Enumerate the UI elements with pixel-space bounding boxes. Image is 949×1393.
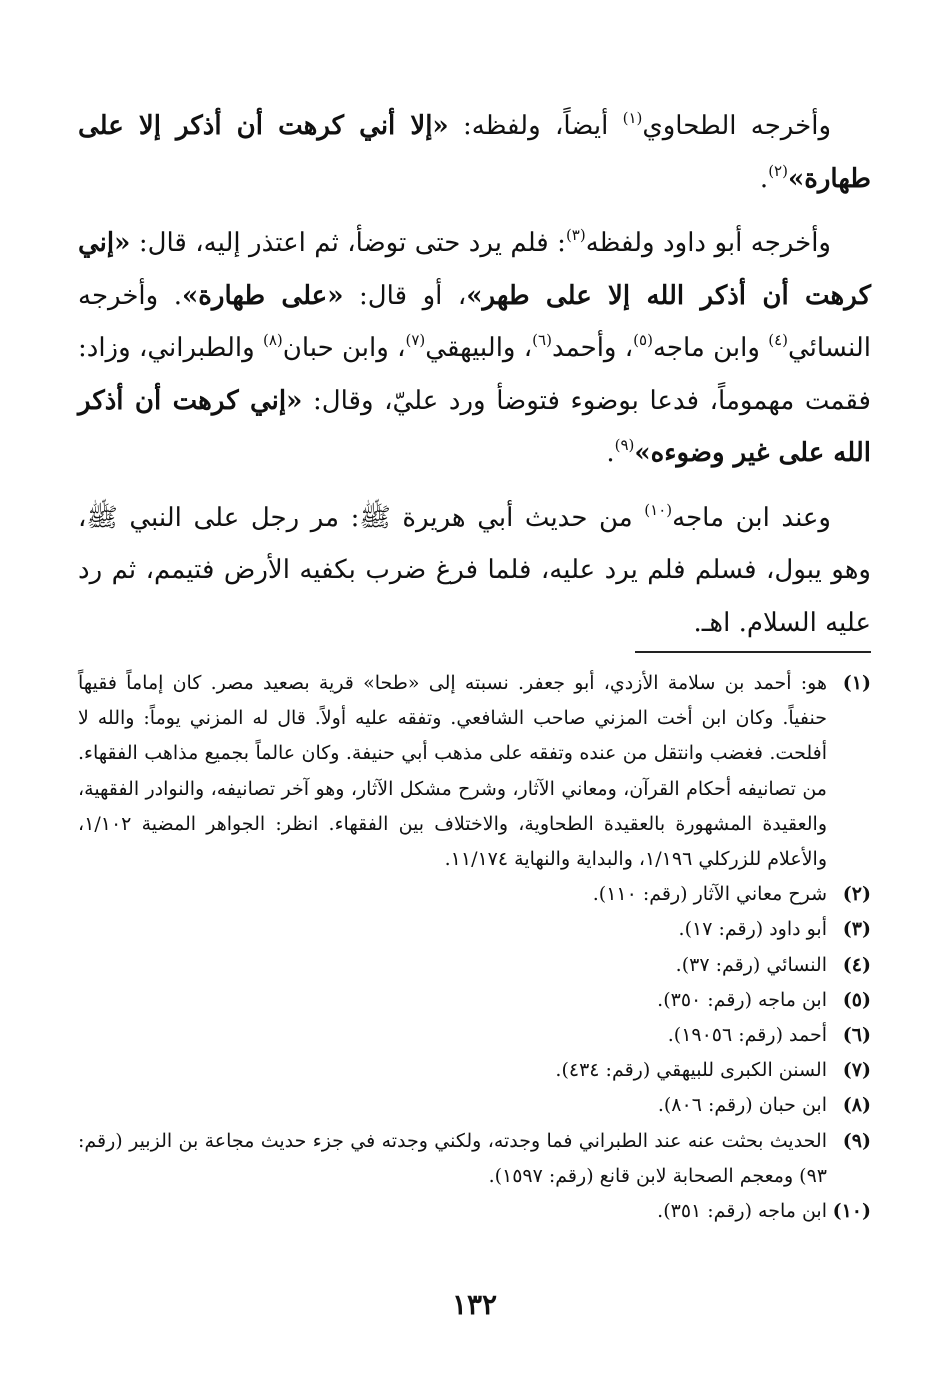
footnote-5 <box>78 983 871 1018</box>
footnote-8 <box>78 1088 871 1123</box>
footnote-text: الحديث بحثت عنه عند الطبراني فما وجدته، ولكني وجدته في جزء حديث مجاعة بن الزبير (رقم: ٩٣) ومعجم الصحابة لابن قانع (رقم: ١٥٩٧). <box>78 1129 827 1187</box>
text-run: أيضاً، ولفظه: <box>448 111 623 141</box>
quote-bold: «إني كرهت أن أذكر الله على غير وضوءه» <box>78 385 871 468</box>
main-text <box>78 100 871 649</box>
footnote-number: (٤) <box>842 953 871 976</box>
footnote-number: (٦) <box>842 1024 871 1047</box>
footnote-text: هو: أحمد بن سلامة الأزدي، أبو جعفر. نسبته إلى «طحا» قرية بصعيد مصر. كان إماماً فقيهاً حنفياً. وكان ابن أخت المزني صاحب الشافعي. وتفقه عليه أولاً. قال له المزني يوماً: والله لا أفلحت. فغضب وانتقل من عنده وتفقه على مذهب أبي حنيفة. وكان عالماً بجميع مذاهب الفقهاء. من تصانيفه أحكام القرآن، ومعاني الآثار، وشرح مشكل الآثار، وهو آخر تصانيفه، والنوادر الفقهية، والعقيدة المشهورة بالعقيدة الطحاوية، والاختلاف بين الفقهاء. انظر: الجواهر المضية ١/١٠٢، والأعلام للزركلي ١/١٩٦، والبداية والنهاية ١١/١٧٤. <box>78 672 827 871</box>
footnote-separator <box>635 651 871 653</box>
footnote-number: (٣) <box>842 918 871 941</box>
footnote-number: (٩) <box>842 1129 871 1152</box>
footnote-number: (١) <box>842 672 871 694</box>
footnote-ref[interactable]: (٨) <box>263 331 283 349</box>
footnote-2 <box>78 877 871 912</box>
footnote-ref[interactable]: (٦) <box>532 331 552 349</box>
text-run: . <box>606 438 615 468</box>
footnote-1 <box>78 666 871 877</box>
text-run: . وأخرجه النسائي <box>78 280 871 363</box>
footnote-7 <box>78 1053 871 1088</box>
footnote-number: (٥) <box>842 988 871 1011</box>
footnote-text: أبو داود (رقم: ١٧). <box>678 918 827 941</box>
text-run: وأخرجه الطحاوي <box>642 111 831 141</box>
footnote-text: السنن الكبرى للبيهقي (رقم: ٤٣٤). <box>555 1059 827 1082</box>
footnote-text: ابن ماجه (رقم: ٣٥١). <box>657 1200 827 1223</box>
quote-bold: «إلا أني كرهت أن أذكر إلا على طهارة» <box>78 111 871 194</box>
footnote-text: النسائي (رقم: ٣٧). <box>675 953 827 976</box>
footnote-text: شرح معاني الآثار (رقم: ١١٠). <box>592 883 827 906</box>
text-run: والطبراني، وزاد: فقمت مهموماً، فدعا بوضوء فتوضأ ورد عليّ، وقال: <box>78 333 871 416</box>
footnote-ref[interactable]: (٣) <box>565 226 586 244</box>
text-run: وعند ابن ماجه <box>672 502 831 533</box>
footnote-ref[interactable]: (٩) <box>614 436 635 454</box>
page-number: ١٣٢ <box>451 1288 498 1321</box>
quote-bold: «إني كرهت أن أذكر الله إلا على طهر» <box>78 228 871 311</box>
footnote-text: ابن ماجه (رقم: ٣٥٠). <box>657 988 827 1011</box>
footnote-number: (٨) <box>842 1094 871 1117</box>
footnotes <box>78 666 871 1229</box>
footnote-ref[interactable]: (١) <box>622 109 643 127</box>
text-run: من حديث أبي هريرة ﷺ: مر رجل على النبي ﷺ، وهو يبول، فسلم فلم يرد عليه، فلما فرغ ضرب بكفيه الأرض فتيمم، ثم رد عليه السلام. اهـ. <box>78 502 871 638</box>
footnote-4 <box>78 948 871 983</box>
footnote-ref[interactable]: (٤) <box>768 331 788 349</box>
footnote-text: أحمد (رقم: ١٩٠٥٦). <box>667 1024 827 1047</box>
footnote-10 <box>78 1194 871 1229</box>
footnote-number: (٧) <box>842 1059 871 1082</box>
text-run: وأخرجه أبو داود ولفظه <box>585 228 831 258</box>
paragraph-3 <box>78 492 871 650</box>
text-run: وابن ماجه <box>652 333 769 363</box>
footnote-ref[interactable]: (٧) <box>405 331 426 349</box>
text-run: . <box>759 163 769 194</box>
footnote-text: ابن حبان (رقم: ٨٠٦). <box>657 1094 827 1117</box>
text-run: ، وأحمد <box>551 333 634 363</box>
footnote-9 <box>78 1124 871 1194</box>
text-run: ، والبيهقي <box>425 333 533 363</box>
quote-bold: «على طهارة» <box>182 280 344 311</box>
footnote-number: (١٠) <box>832 1200 871 1223</box>
text-run: ، أو قال: <box>343 280 467 311</box>
footnote-3 <box>78 912 871 947</box>
footnote-6 <box>78 1018 871 1053</box>
footnote-number: (٢) <box>842 883 871 906</box>
paragraph-2 <box>78 217 871 480</box>
text-run: ، وابن حبان <box>282 333 406 363</box>
footnote-ref[interactable]: (٥) <box>633 331 653 349</box>
text-run: : فلم يرد حتى توضأ، ثم اعتذر إليه، قال: <box>130 228 566 258</box>
paragraph-1 <box>78 100 871 205</box>
footnote-ref[interactable]: (٢) <box>768 161 788 180</box>
footnote-ref[interactable]: (١٠) <box>644 500 673 519</box>
